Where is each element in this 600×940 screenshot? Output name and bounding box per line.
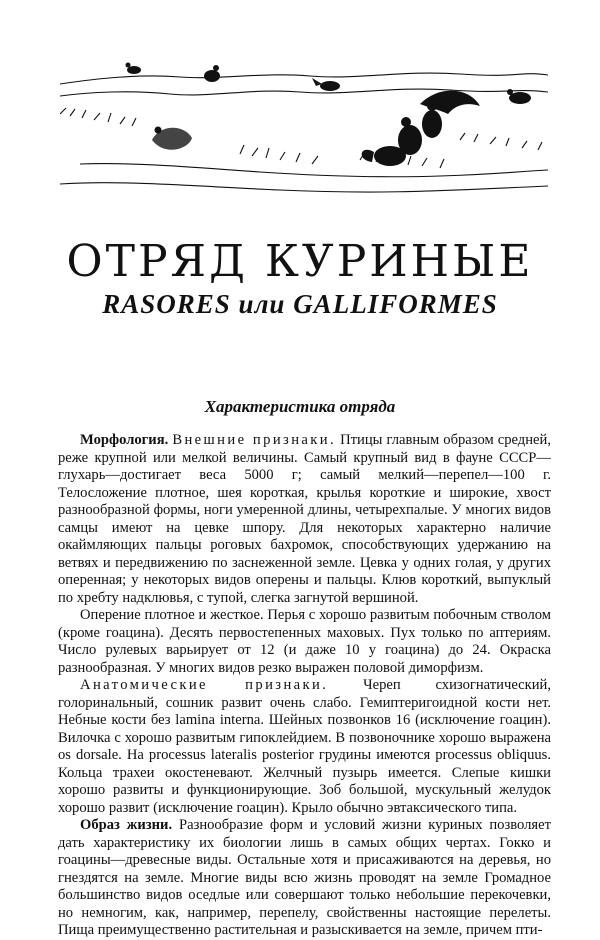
paragraph-spaced-term: Внешние признаки. <box>172 432 337 448</box>
paragraph-text: Разнообразие форм и условий жизни куриных позволяет дать характеристику их биологии лишь в самых общих чертах. Гокко и гоацины—древесные виды. Остальные хотя и присаживаются на деревья, но гнездятся на земле. Многие виды всю жизнь проводят на земле Громадное большинство видов оседлые или совершают только небольшие перекочевки, но немногим, как, например, перепелу, свойственны настоящие перелеты. Пища преимущественно растительная и разыскивается на земле, причем пти- <box>58 817 551 938</box>
galliform-birds-landscape-icon <box>60 44 548 196</box>
paragraph-text: Птицы главным образом средней, реже крупной или мелкой величины. Самый крупный вид в фауне СССР—глухарь—достигает веса 5000 г; самый мелкий—перепел—100 г. Телосложение плотное, шея короткая, крылья короткие и широкие, хвост разнообразной формы, ноги умеренной длины, четырехпалые. У многих видов самцы имеют на цевке шпору. Для некоторых характерно наличие окаймляющих пальцы роговых бахромок, способствующих удержанию на ветвях и передвижению по заснеженной земле. Цевка у одних голая, у других оперенная; у некоторых видов оперены и пальцы. Клюв короткий, выпуклый по хребту надклювья, с тупой, слегка загнутой вершиной. <box>58 432 551 606</box>
grouse-landscape-illustration <box>60 44 548 196</box>
section-heading: Характеристика отряда <box>204 397 396 416</box>
paragraph-morphology <box>58 432 551 607</box>
paragraph-lead: Образ жизни. <box>80 817 173 833</box>
body-text <box>58 432 551 940</box>
paragraph-anatomy <box>58 677 551 817</box>
paragraph-spaced-term: Анатомические признаки. <box>80 677 329 693</box>
paragraph-lead: Морфология. <box>80 432 169 448</box>
paragraph-text: Череп схизогнатический, голоринальный, сошник развит очень слабо. Гемиптеригоидной кости нет. Небные кости без lamina interna. Шейных позвонков 16 (исключение гоацин). Вилочка с хорошо развитым гипоклейдием. В позвоночнике хорошо выражена os dorsale. На processus lateralis posterior грудины имеются processus obliquus. Кольца трахеи окостеневают. Желчный пузырь имеется. Слепые кишки хорошо развиты и функционирующие. Зоб большой, мускульный желудок хорошо развит (исключение гоацин). Крыло обычно эвтаксического типа. <box>58 677 551 816</box>
paragraph-text: Оперение плотное и жесткое. Перья с хорошо развитым побочным стволом (кроме гоацина). Десять первостепенных маховых. Пух только по аптериям. Число рулевых варьирует от 12 (и даже 10 у гоацина) до 24. Окраска разнообразная. У многих видов резко выражен половой диморфизм. <box>58 607 551 676</box>
paragraph-lifestyle <box>58 817 551 940</box>
chapter-title: ОТРЯД КУРИНЫЕ <box>66 236 534 287</box>
chapter-subtitle: RASORES или GALLIFORMES <box>102 289 498 319</box>
paragraph-plumage <box>58 607 551 677</box>
